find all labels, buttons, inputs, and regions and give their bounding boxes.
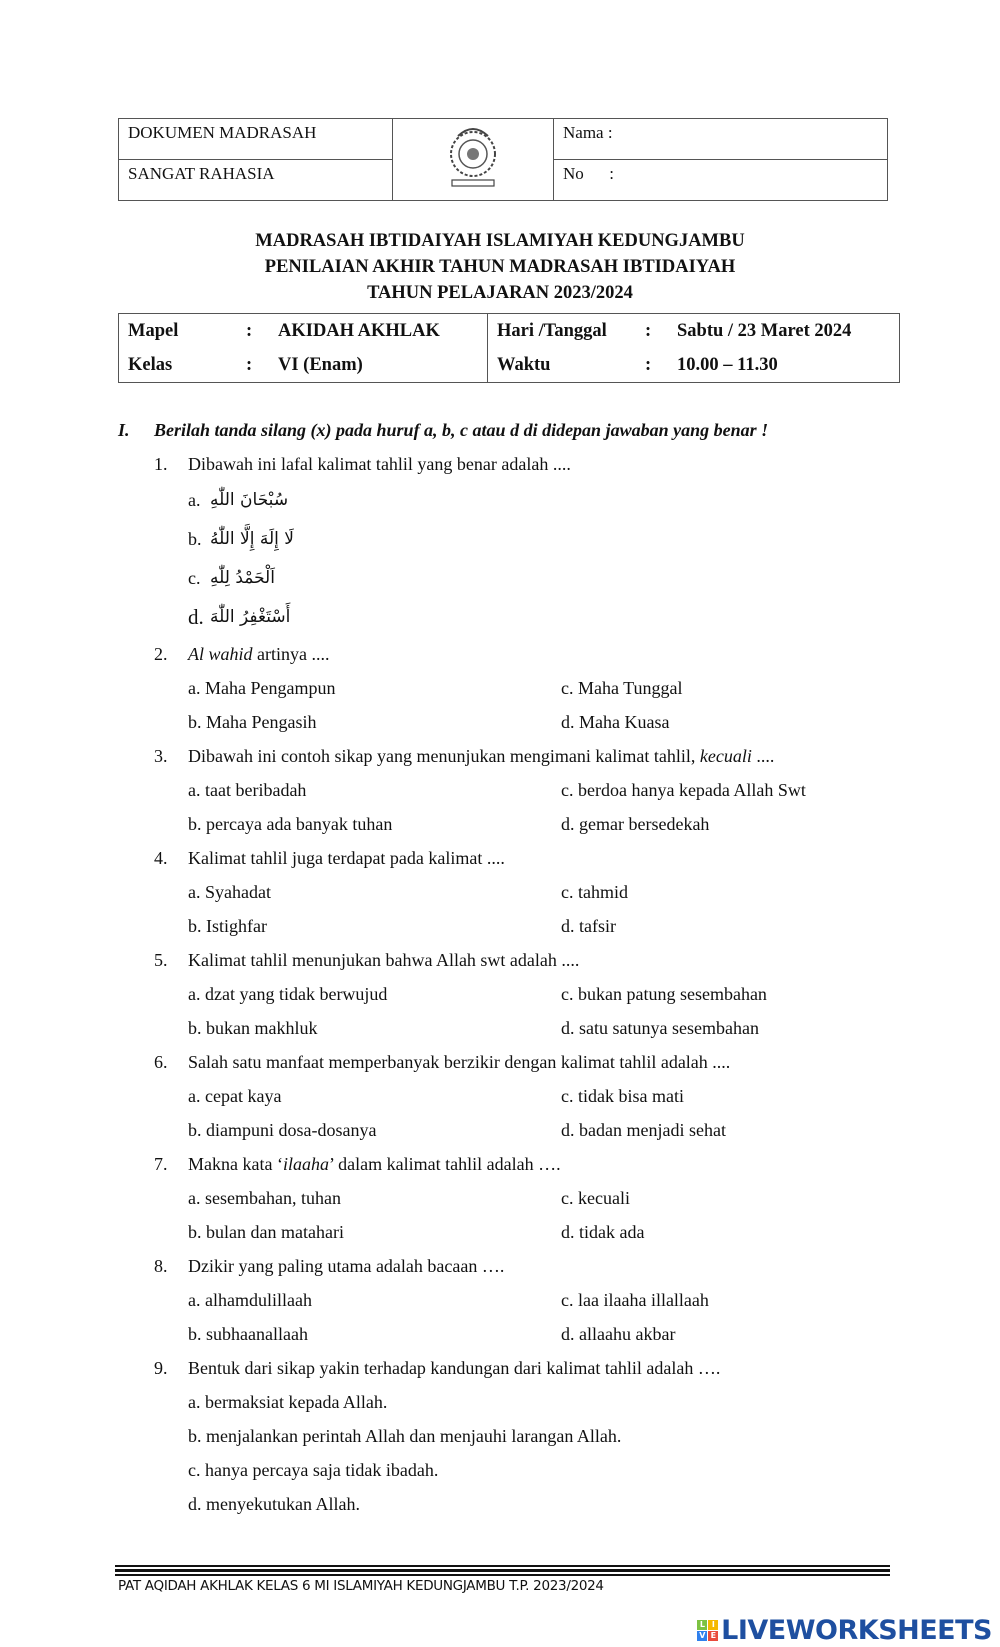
text-part: Dibawah ini contoh sikap yang menunjukan mengimani kalimat tahlil, (188, 746, 700, 766)
question-text (188, 739, 774, 773)
italic-term: kecuali (699, 746, 752, 766)
madrasah-emblem (393, 119, 554, 201)
option-d[interactable]: d. tafsir (561, 916, 616, 936)
option-d[interactable]: d. menyekutukan Allah. (188, 1494, 360, 1514)
secret-label: SANGAT RAHASIA (119, 160, 393, 201)
option-c[interactable]: c. bukan patung sesembahan (561, 984, 767, 1004)
school-title: MADRASAH IBTIDAIYAH ISLAMIYAH KEDUNGJAMBU (255, 231, 745, 251)
doc-label: DOKUMEN MADRASAH (119, 119, 393, 160)
text-part: ’ dalam kalimat tahlil adalah …. (328, 1154, 561, 1174)
colon: : (246, 354, 253, 375)
option-b[interactable]: b. Maha Pengasih (188, 712, 317, 732)
question-text: Kalimat tahlil juga terdapat pada kalimat .... (188, 848, 505, 868)
arabic-text: لَا إِلَهَ إِلَّا اللّٰهُ (210, 529, 294, 549)
option-a[interactable]: a. bermaksiat kepada Allah. (188, 1392, 388, 1412)
time-value: 10.00 – 11.30 (677, 354, 778, 375)
option-a[interactable]: a. cepat kaya (188, 1086, 282, 1106)
options-row (118, 1419, 918, 1453)
option-d[interactable]: d. badan menjadi sehat (561, 1120, 726, 1140)
section-instruction (118, 413, 918, 447)
option-label: a. (188, 490, 201, 510)
question-text (188, 637, 330, 671)
arabic-text: اَلْحَمْدُ لِلّٰهِ (210, 568, 275, 588)
options-row (118, 1079, 918, 1113)
options-row (118, 909, 918, 943)
year-title: TAHUN PELAJARAN 2023/2024 (367, 283, 633, 303)
section-number: I. (118, 420, 130, 440)
class-label: Kelas (128, 354, 173, 375)
question-6 (118, 1045, 918, 1079)
options-row (118, 1181, 918, 1215)
footer-text: PAT AQIDAH AKHLAK KELAS 6 MI ISLAMIYAH KEDUNGJAMBU T.P. 2023/2024 (118, 1578, 604, 1594)
instruction-text: Berilah tanda silang (x) pada huruf a, b, c atau d di didepan jawaban yang benar ! (154, 420, 769, 440)
questions (118, 413, 918, 1521)
option-d[interactable]: d. Maha Kuasa (561, 712, 670, 732)
question-5 (118, 943, 918, 977)
options-row (118, 671, 918, 705)
text-part: Makna kata ‘ (188, 1154, 283, 1174)
emblem-icon (438, 122, 508, 192)
option-a[interactable]: a. sesembahan, tuhan (188, 1188, 341, 1208)
date-label: Hari /Tanggal (488, 314, 637, 349)
question-7 (118, 1147, 918, 1181)
option-c[interactable]: c. berdoa hanya kepada Allah Swt (561, 780, 806, 800)
question-1 (118, 447, 918, 481)
date-value: Sabtu / 23 Maret 2024 (677, 320, 852, 341)
option-c[interactable]: c. tahmid (561, 882, 628, 902)
colon: : (645, 354, 652, 375)
option-c[interactable]: c. Maha Tunggal (561, 678, 683, 698)
question-number: 8. (154, 1256, 168, 1276)
mapel-label: Mapel (128, 320, 179, 341)
text-part: artinya .... (252, 644, 330, 664)
live-grid-icon (697, 1620, 718, 1641)
option-d[interactable]: d. satu satunya sesembahan (561, 1018, 759, 1038)
options-row (118, 1385, 918, 1419)
options-row (118, 1317, 918, 1351)
options-row (118, 1113, 918, 1147)
option-label: d. (188, 605, 204, 629)
option-1d[interactable] (118, 598, 918, 637)
question-text: Dzikir yang paling utama adalah bacaan …. (188, 1256, 505, 1276)
logo-letter: I (708, 1620, 718, 1630)
question-text: Kalimat tahlil menunjukan bahwa Allah swt adalah .... (188, 950, 580, 970)
colon: : (246, 320, 253, 341)
italic-term: ilaaha (282, 1154, 329, 1174)
footer-rule (115, 1565, 890, 1576)
question-4 (118, 841, 918, 875)
question-2 (118, 637, 918, 671)
question-number: 2. (154, 644, 168, 664)
option-d[interactable]: d. allaahu akbar (561, 1324, 676, 1344)
option-c[interactable]: c. kecuali (561, 1188, 630, 1208)
option-a[interactable]: a. alhamdulillaah (188, 1290, 312, 1310)
option-a[interactable]: a. taat beribadah (188, 780, 307, 800)
option-d[interactable]: d. gemar bersedekah (561, 814, 710, 834)
question-text: Dibawah ini lafal kalimat tahlil yang benar adalah .... (188, 454, 571, 474)
time-label: Waktu (488, 348, 637, 383)
option-a[interactable]: a. Maha Pengampun (188, 678, 336, 698)
question-text: Salah satu manfaat memperbanyak berzikir dengan kalimat tahlil adalah .... (188, 1052, 731, 1072)
logo-letter: L (697, 1620, 707, 1630)
question-number: 9. (154, 1358, 168, 1378)
question-number: 6. (154, 1052, 168, 1072)
option-1a[interactable] (118, 481, 918, 520)
question-number: 3. (154, 746, 168, 766)
option-c[interactable]: c. laa ilaaha illallaah (561, 1290, 709, 1310)
mapel-value: AKIDAH AKHLAK (278, 320, 440, 341)
options-row (118, 875, 918, 909)
option-label: b. (188, 529, 202, 549)
question-number: 7. (154, 1154, 168, 1174)
arabic-text: أَسْتَغْفِرُ اللّٰهَ (210, 607, 291, 627)
exam-info-table (118, 313, 900, 383)
colon: : (645, 320, 652, 341)
option-b[interactable]: b. subhaanallaah (188, 1324, 308, 1344)
question-number: 5. (154, 950, 168, 970)
option-b[interactable]: b. bukan makhluk (188, 1018, 318, 1038)
question-number: 1. (154, 454, 168, 474)
options-row (118, 1487, 918, 1521)
arabic-text: سُبْحَانَ اللّٰهِ (210, 490, 289, 510)
option-b[interactable]: b. percaya ada banyak tuhan (188, 814, 393, 834)
options-row (118, 977, 918, 1011)
option-a[interactable]: a. Syahadat (188, 882, 271, 902)
option-a[interactable]: a. dzat yang tidak berwujud (188, 984, 388, 1004)
question-text (188, 1147, 561, 1181)
text-part: .... (751, 746, 775, 766)
option-b[interactable]: b. bulan dan matahari (188, 1222, 344, 1242)
options-row (118, 1453, 918, 1487)
italic-term: Al wahid (188, 644, 253, 664)
option-1b[interactable] (118, 520, 918, 559)
class-value: VI (Enam) (278, 354, 363, 375)
logo-text: LIVEWORKSHEETS (721, 1615, 992, 1646)
option-b[interactable]: b. diampuni dosa-dosanya (188, 1120, 377, 1140)
options-row (118, 773, 918, 807)
option-label: c. (188, 568, 201, 588)
question-8 (118, 1249, 918, 1283)
question-text: Bentuk dari sikap yakin terhadap kandungan dari kalimat tahlil adalah …. (188, 1358, 721, 1378)
logo-letter: V (697, 1631, 707, 1641)
option-b[interactable]: b. Istighfar (188, 916, 267, 936)
option-c[interactable]: c. hanya percaya saja tidak ibadah. (188, 1460, 439, 1480)
option-b[interactable]: b. menjalankan perintah Allah dan menjauhi larangan Allah. (188, 1426, 622, 1446)
number-field[interactable]: No : (554, 160, 888, 201)
exam-title: PENILAIAN AKHIR TAHUN MADRASAH IBTIDAIYAH (264, 257, 736, 277)
options-row (118, 1011, 918, 1045)
name-field[interactable]: Nama : (554, 119, 888, 160)
options-row (118, 807, 918, 841)
options-row (118, 1215, 918, 1249)
options-row (118, 1283, 918, 1317)
logo-letter: E (708, 1631, 718, 1641)
liveworksheets-logo[interactable] (697, 1615, 992, 1646)
question-number: 4. (154, 848, 168, 868)
question-9 (118, 1351, 918, 1385)
question-3 (118, 739, 918, 773)
document-header-table (118, 118, 888, 201)
option-d[interactable]: d. tidak ada (561, 1222, 645, 1242)
options-row (118, 705, 918, 739)
option-c[interactable]: c. tidak bisa mati (561, 1086, 684, 1106)
option-1c[interactable] (118, 559, 918, 598)
exam-titles (0, 228, 1000, 306)
